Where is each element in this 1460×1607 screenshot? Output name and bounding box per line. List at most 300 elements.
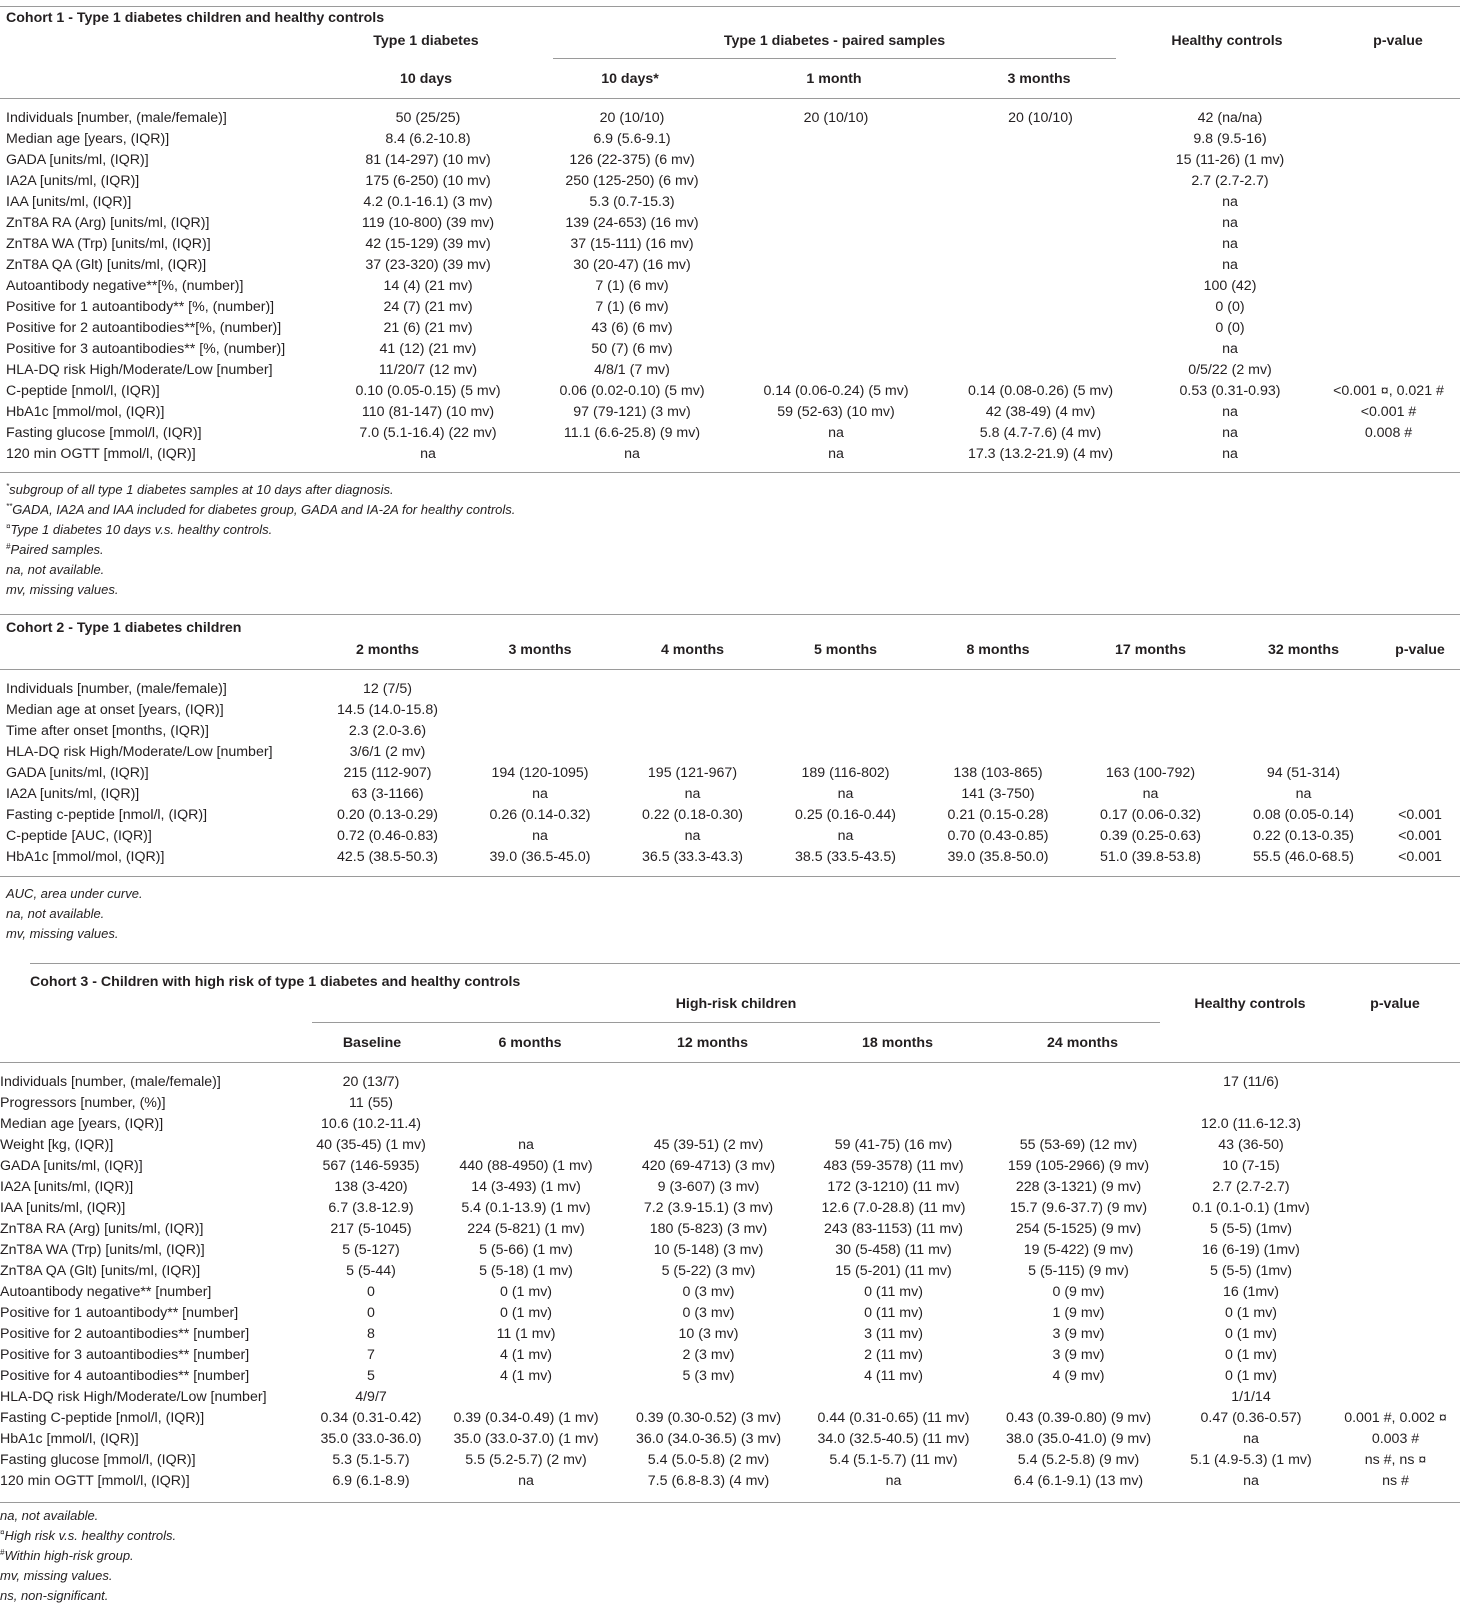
table-cell [734, 129, 938, 150]
table-cell: 63 (3-1166) [351, 786, 424, 802]
table-cell: 4 (1 mv) [499, 1347, 553, 1363]
table-row [6, 129, 1460, 150]
row-label: HLA-DQ risk High/Moderate/Low [number] [6, 362, 273, 378]
table-cell: 10 (5-148) (3 mv) [653, 1242, 764, 1258]
footnote-text: subgroup of all type 1 diabetes samples at 10 days after diagnosis. [9, 482, 394, 497]
table-cell [769, 721, 922, 742]
cohort2-top-rule [0, 614, 1460, 615]
table-row [0, 1240, 1460, 1261]
table-cell [922, 721, 1074, 742]
footnote [6, 540, 515, 560]
table-cell [801, 1387, 986, 1408]
table-row [6, 423, 1460, 444]
row-label: ZnT8A QA (Glt) [units/ml, (IQR)] [6, 257, 207, 273]
table-cell: na [684, 786, 701, 802]
table-cell: 0.22 (0.18-0.30) [642, 807, 743, 823]
table-cell: 440 (88-4950) (1 mv) [459, 1158, 593, 1174]
table-cell: 97 (79-121) (3 mv) [573, 404, 691, 420]
cohort3-title: Cohort 3 - Children with high risk of type 1 diabetes and healthy controls [30, 974, 521, 990]
footnote [6, 924, 143, 944]
table-cell [1074, 742, 1227, 763]
row-label: ZnT8A WA (Trp) [units/ml, (IQR)] [6, 236, 211, 252]
table-row [6, 679, 1460, 700]
cohort2-col-header: 17 months [1115, 642, 1186, 658]
cohort3-group-header-controls: Healthy controls [1194, 996, 1306, 1012]
cohort3-col-header: 18 months [862, 1035, 933, 1051]
table-row [0, 1429, 1460, 1450]
table-cell [938, 318, 1143, 339]
table-cell [1380, 763, 1460, 784]
cohort1-group-header-paired: Type 1 diabetes - paired samples [723, 33, 946, 49]
table-cell: 5.4 (0.1-13.9) (1 mv) [461, 1200, 591, 1216]
table-cell: na [1222, 236, 1238, 252]
row-label: GADA [units/ml, (IQR)] [0, 1158, 143, 1174]
table-cell: 0.39 (0.25-0.63) [1100, 828, 1201, 844]
table-cell [1331, 1072, 1460, 1093]
table-cell: 24 (7) (21 mv) [383, 299, 473, 315]
table-cell: 0.72 (0.46-0.83) [337, 828, 438, 844]
cohort1-group-header-t1d: Type 1 diabetes [373, 33, 479, 49]
row-label: Autoantibody negative** [number] [0, 1284, 212, 1300]
table-row [0, 1198, 1460, 1219]
table-cell: 7.5 (6.8-8.3) (4 mv) [647, 1473, 770, 1489]
table-cell [1317, 171, 1460, 192]
footnote [6, 580, 515, 600]
table-cell: 8 [367, 1326, 375, 1342]
row-label: GADA [units/ml, (IQR)] [6, 152, 149, 168]
table-cell: 2.3 (2.0-3.6) [348, 723, 427, 739]
table-row [6, 297, 1460, 318]
cohort3-footnotes [0, 1506, 176, 1606]
row-label: IAA [units/ml, (IQR)] [6, 194, 132, 210]
table-cell: 224 (5-821) (1 mv) [467, 1221, 585, 1237]
table-cell: 0.14 (0.06-0.24) (5 mv) [763, 383, 909, 399]
table-cell: 215 (112-907) [343, 765, 432, 781]
table-cell: 172 (3-1210) (11 mv) [827, 1179, 960, 1195]
row-label: IA2A [units/ml, (IQR)] [0, 1179, 134, 1195]
footnote-text: High risk v.s. healthy controls. [4, 1528, 177, 1543]
table-cell: 11 (55) [349, 1095, 393, 1111]
footnote-marker: # [6, 542, 11, 551]
table-cell [734, 318, 938, 339]
table-cell: 37 (23-320) (39 mv) [365, 257, 491, 273]
table-cell: na [1222, 341, 1238, 357]
row-label: Median age at onset [years, (IQR)] [6, 702, 224, 718]
table-cell: 10 (3 mv) [678, 1326, 739, 1342]
table-cell: na [532, 786, 548, 802]
footnote [6, 480, 515, 500]
table-cell: <0.001 # [1360, 404, 1417, 420]
cohort3-header-rule [0, 1062, 1460, 1063]
table-cell: na [1222, 404, 1238, 420]
table-cell: 0 (1 mv) [1224, 1368, 1278, 1384]
cohort1-top-rule [0, 6, 1460, 7]
table-cell [734, 234, 938, 255]
table-cell: 12.6 (7.0-28.8) (11 mv) [821, 1200, 966, 1216]
table-row [6, 234, 1460, 255]
table-cell: 0.22 (0.13-0.35) [1253, 828, 1354, 844]
table-row [6, 150, 1460, 171]
cohort1-table [6, 108, 1460, 465]
table-cell: 163 (100-792) [1105, 765, 1196, 781]
table-cell: 250 (125-250) (6 mv) [565, 173, 699, 189]
table-cell: 5 (5-66) (1 mv) [479, 1242, 573, 1258]
table-cell [1380, 721, 1460, 742]
footnote [0, 1586, 176, 1606]
table-cell: 5.8 (4.7-7.6) (4 mv) [979, 425, 1102, 441]
table-cell [1317, 192, 1460, 213]
table-cell [938, 297, 1143, 318]
table-cell: 0.06 (0.02-0.10) (5 mv) [559, 383, 705, 399]
table-cell [1317, 213, 1460, 234]
table-cell: 43 (36-50) [1218, 1137, 1284, 1153]
table-cell: 0.44 (0.31-0.65) (11 mv) [817, 1410, 970, 1426]
table-row [6, 276, 1460, 297]
table-cell: 180 (5-823) (3 mv) [649, 1221, 768, 1237]
table-cell [464, 721, 616, 742]
table-cell [734, 255, 938, 276]
table-cell: 0 (3 mv) [682, 1305, 735, 1321]
cohort1-col-header: 1 month [806, 71, 862, 87]
row-label: HLA-DQ risk High/Moderate/Low [number] [0, 1389, 267, 1405]
table-cell: na [532, 828, 548, 844]
row-label: Individuals [number, (male/female)] [0, 1074, 221, 1090]
row-label: Positive for 1 autoantibody** [number] [0, 1305, 239, 1321]
table-cell [922, 742, 1074, 763]
footnote-text: Paired samples. [10, 542, 104, 557]
table-row [0, 1387, 1460, 1408]
table-cell [1317, 318, 1460, 339]
footnote [6, 520, 515, 540]
table-cell: ns # [1382, 1473, 1409, 1489]
table-cell: <0.001 [1398, 849, 1442, 865]
row-label: Positive for 2 autoantibodies** [number] [0, 1326, 250, 1342]
table-cell [769, 742, 922, 763]
table-cell [616, 1072, 801, 1093]
cohort2-footnotes [6, 884, 143, 944]
table-row [6, 763, 1460, 784]
table-cell: 20 (10/10) [803, 110, 869, 126]
row-label: C-peptide [nmol/l, (IQR)] [6, 383, 160, 399]
table-cell: na [1222, 215, 1238, 231]
cohort3-col-header: 12 months [677, 1035, 748, 1051]
table-cell: 9 (3-607) (3 mv) [657, 1179, 760, 1195]
table-row [0, 1072, 1460, 1093]
table-cell: 100 (42) [1203, 278, 1257, 294]
row-label: Fasting glucose [mmol/l, (IQR)] [0, 1452, 196, 1468]
row-label: Positive for 4 autoantibodies** [number] [0, 1368, 250, 1384]
table-cell [1317, 234, 1460, 255]
table-row [6, 847, 1460, 868]
footnote [0, 1526, 176, 1546]
table-cell: na [518, 1473, 534, 1489]
table-cell [1227, 742, 1380, 763]
table-row [0, 1261, 1460, 1282]
table-cell: 0.43 (0.39-0.80) (9 mv) [1005, 1410, 1152, 1426]
table-cell: 42.5 (38.5-50.3) [337, 849, 438, 865]
table-cell: <0.001 ¤, 0.021 # [1333, 383, 1444, 399]
table-cell [1380, 784, 1460, 805]
table-cell: 0.53 (0.31-0.93) [1179, 383, 1281, 399]
table-cell: 42 (15-129) (39 mv) [365, 236, 491, 252]
table-cell [464, 742, 616, 763]
table-cell: na [885, 1473, 902, 1489]
table-cell: na [837, 786, 854, 802]
cohort3-group-header-pvalue: p-value [1370, 996, 1420, 1012]
table-cell: 483 (59-3578) (11 mv) [823, 1158, 964, 1174]
table-cell: 7.0 (5.1-16.4) (22 mv) [359, 425, 497, 441]
table-row [0, 1177, 1460, 1198]
table-cell [734, 360, 938, 381]
row-label: HbA1c [mmol/mol, (IQR)] [6, 849, 165, 865]
footnote-text: Within high-risk group. [4, 1548, 134, 1563]
table-cell: 8.4 (6.2-10.8) [385, 131, 471, 147]
table-cell: 14 (4) (21 mv) [383, 278, 473, 294]
table-cell: 4 (1 mv) [499, 1368, 553, 1384]
table-cell [938, 360, 1143, 381]
table-cell [436, 1093, 616, 1114]
footnote [0, 1546, 176, 1566]
table-cell: 138 (103-865) [953, 765, 1043, 781]
table-cell [1331, 1198, 1460, 1219]
row-label: C-peptide [AUC, (IQR)] [6, 828, 152, 844]
table-cell: 0 (9 mv) [1052, 1284, 1105, 1300]
table-row [6, 742, 1460, 763]
table-row [0, 1156, 1460, 1177]
table-cell: 7 (1) (6 mv) [595, 278, 669, 294]
footnote-marker: ¤ [6, 522, 11, 531]
table-cell [734, 339, 938, 360]
table-cell: 2 (3 mv) [682, 1347, 735, 1363]
table-cell: 0.21 (0.15-0.28) [947, 807, 1049, 823]
table-cell [1380, 742, 1460, 763]
row-label: Positive for 3 autoantibodies** [number] [0, 1347, 250, 1363]
table-cell: 7 [367, 1347, 375, 1363]
table-cell [734, 150, 938, 171]
table-cell: na [1243, 1473, 1259, 1489]
table-cell: 0 (11 mv) [864, 1284, 923, 1300]
row-label: 120 min OGTT [mmol/l, (IQR)] [6, 446, 196, 462]
row-label: Autoantibody negative**[%, (number)] [6, 278, 244, 294]
table-cell [464, 700, 616, 721]
table-cell: 20 (10/10) [599, 110, 665, 126]
table-cell [922, 679, 1074, 700]
table-cell: 35.0 (33.0-37.0) (1 mv) [453, 1431, 599, 1447]
table-cell: 2 (11 mv) [864, 1347, 923, 1363]
table-cell: 11.1 (6.6-25.8) (9 mv) [563, 425, 701, 441]
table-cell [616, 721, 769, 742]
table-cell [1331, 1345, 1460, 1366]
table-cell: 175 (6-250) (10 mv) [365, 173, 491, 189]
table-cell: 194 (120-1095) [491, 765, 589, 781]
table-cell: 38.0 (35.0-41.0) (9 mv) [1005, 1431, 1152, 1447]
table-cell: 10.6 (10.2-11.4) [321, 1116, 421, 1132]
footnote [0, 1506, 176, 1526]
footnote [0, 1566, 176, 1586]
table-cell [1331, 1177, 1460, 1198]
table-cell: 12 (7/5) [363, 681, 412, 697]
footnote-text: mv, missing values. [6, 582, 119, 597]
table-cell [1317, 297, 1460, 318]
table-cell [1074, 721, 1227, 742]
cohort2-col-header: 5 months [813, 642, 878, 658]
table-row [6, 805, 1460, 826]
cohort3-top-rule [30, 963, 1460, 964]
footnote-text: AUC, area under curve. [6, 886, 143, 901]
row-label: Fasting c-peptide [nmol/l, (IQR)] [6, 807, 208, 823]
cohort2-table [6, 679, 1460, 868]
row-label: Time after onset [months, (IQR)] [6, 723, 209, 739]
table-cell: 0 [367, 1305, 375, 1321]
table-cell: 21 (6) (21 mv) [383, 320, 473, 336]
footnote-text: na, not available. [6, 562, 105, 577]
table-cell: 55.5 (46.0-68.5) [1253, 849, 1354, 865]
footnote-text: mv, missing values. [6, 926, 119, 941]
table-row [0, 1282, 1460, 1303]
table-cell [1331, 1366, 1460, 1387]
cohort1-bottom-rule [0, 472, 1460, 473]
row-label: ZnT8A RA (Arg) [units/ml, (IQR)] [0, 1221, 204, 1237]
table-cell: 0/5/22 (2 mv) [1188, 362, 1272, 378]
table-cell: 0.001 #, 0.002 ¤ [1344, 1410, 1447, 1426]
table-cell: 189 (116-802) [801, 765, 890, 781]
table-cell: 6.4 (6.1-9.1) (13 mv) [1013, 1473, 1144, 1489]
table-cell: na [828, 425, 844, 441]
table-cell [938, 150, 1143, 171]
table-cell [616, 742, 769, 763]
table-cell: 5 (5-5) (1mv) [1210, 1221, 1292, 1237]
table-cell [1331, 1303, 1460, 1324]
table-cell: 20 (10/10) [1008, 110, 1073, 126]
table-cell: 15.7 (9.6-37.7) (9 mv) [1009, 1200, 1148, 1216]
table-cell: 40 (35-45) (1 mv) [316, 1137, 426, 1153]
table-cell [616, 679, 769, 700]
row-label: IA2A [units/ml, (IQR)] [6, 173, 140, 189]
footnote-marker: # [0, 1548, 5, 1557]
cohort2-col-header: 4 months [660, 642, 725, 658]
table-cell: 7.2 (3.9-15.1) (3 mv) [643, 1200, 774, 1216]
table-cell [1331, 1282, 1460, 1303]
table-cell: na [1142, 786, 1159, 802]
table-cell [986, 1072, 1171, 1093]
table-row [6, 360, 1460, 381]
table-row [6, 192, 1460, 213]
cohort3-highrisk-underline [312, 1022, 1160, 1023]
table-cell: 43 (6) (6 mv) [591, 320, 673, 336]
row-label: 120 min OGTT [mmol/l, (IQR)] [0, 1473, 190, 1489]
footnote-text: mv, missing values. [0, 1568, 113, 1583]
table-cell: 3 (11 mv) [864, 1326, 923, 1342]
table-row [0, 1450, 1460, 1471]
footnote-text: Type 1 diabetes 10 days v.s. healthy controls. [10, 522, 273, 537]
table-cell: 243 (83-1153) (11 mv) [823, 1221, 964, 1237]
table-cell [938, 129, 1143, 150]
table-cell [616, 1114, 801, 1135]
footnote-text: na, not available. [6, 906, 105, 921]
table-cell: <0.001 [1398, 807, 1442, 823]
table-row [6, 213, 1460, 234]
table-cell [801, 1114, 986, 1135]
table-cell: 50 (25/25) [395, 110, 461, 126]
table-cell [801, 1072, 986, 1093]
table-cell: 34.0 (32.5-40.5) (11 mv) [817, 1431, 970, 1447]
footnote [6, 884, 143, 904]
table-cell [1380, 679, 1460, 700]
table-cell [1074, 679, 1227, 700]
table-row [6, 381, 1460, 402]
table-cell: na [624, 446, 640, 462]
table-row [6, 171, 1460, 192]
table-cell [734, 213, 938, 234]
table-cell: 5 (5-22) (3 mv) [661, 1263, 756, 1279]
table-cell [769, 700, 922, 721]
table-cell: 1/1/14 [1231, 1389, 1271, 1405]
table-cell: 126 (22-375) (6 mv) [569, 152, 695, 168]
table-row [0, 1219, 1460, 1240]
table-cell: 4/9/7 [355, 1389, 387, 1405]
table-cell: 0.47 (0.36-0.57) [1200, 1410, 1302, 1426]
table-cell: 0 (11 mv) [864, 1305, 923, 1321]
cohort2-col-header: 3 months [508, 642, 572, 658]
table-cell [938, 171, 1143, 192]
row-label: IA2A [units/ml, (IQR)] [6, 786, 140, 802]
table-cell [734, 297, 938, 318]
table-cell [616, 700, 769, 721]
table-cell: 59 (52-63) (10 mv) [777, 404, 895, 420]
table-cell: 6.7 (3.8-12.9) [328, 1200, 414, 1216]
table-row [6, 339, 1460, 360]
table-cell: 0.25 (0.16-0.44) [795, 807, 896, 823]
table-cell: na [1295, 786, 1312, 802]
footnote-marker: ** [6, 502, 13, 511]
table-cell: 195 (121-967) [647, 765, 738, 781]
table-cell: 4.2 (0.1-16.1) (3 mv) [363, 194, 493, 210]
table-cell: 30 (5-458) (11 mv) [835, 1242, 952, 1258]
table-cell: 15 (5-201) (11 mv) [835, 1263, 952, 1279]
table-row [6, 826, 1460, 847]
table-cell [986, 1114, 1171, 1135]
table-cell [1331, 1240, 1460, 1261]
table-cell: 50 (7) (6 mv) [591, 341, 673, 357]
cohort3-col-header: 6 months [498, 1035, 562, 1051]
table-cell: 81 (14-297) (10 mv) [365, 152, 491, 168]
table-cell: 5 (5-18) (1 mv) [479, 1263, 573, 1279]
table-cell [1227, 700, 1380, 721]
table-cell [1331, 1387, 1460, 1408]
table-cell: 5 [367, 1368, 375, 1384]
cohort2-col-header: 8 months [966, 642, 1030, 658]
row-label: Individuals [number, (male/female)] [6, 110, 227, 126]
table-cell: 3 (9 mv) [1052, 1347, 1105, 1363]
table-cell [922, 700, 1074, 721]
table-cell [1331, 1114, 1460, 1135]
table-cell [769, 679, 922, 700]
row-label: ZnT8A QA (Glt) [units/ml, (IQR)] [0, 1263, 201, 1279]
row-label: Fasting glucose [mmol/l, (IQR)] [6, 425, 202, 441]
table-cell [1317, 129, 1460, 150]
table-cell [1317, 255, 1460, 276]
table-cell: 0 (0) [1215, 299, 1245, 315]
table-cell: 14 (3-493) (1 mv) [471, 1179, 581, 1195]
table-cell: 36.0 (34.0-36.5) (3 mv) [635, 1431, 782, 1447]
table-cell: 7 (1) (6 mv) [595, 299, 669, 315]
table-cell: ns #, ns ¤ [1364, 1452, 1427, 1468]
table-cell [1380, 700, 1460, 721]
table-cell: 5.4 (5.0-5.8) (2 mv) [647, 1452, 770, 1468]
table-cell: 5.4 (5.1-5.7) (11 mv) [829, 1452, 958, 1468]
table-cell [734, 171, 938, 192]
table-cell [986, 1387, 1171, 1408]
